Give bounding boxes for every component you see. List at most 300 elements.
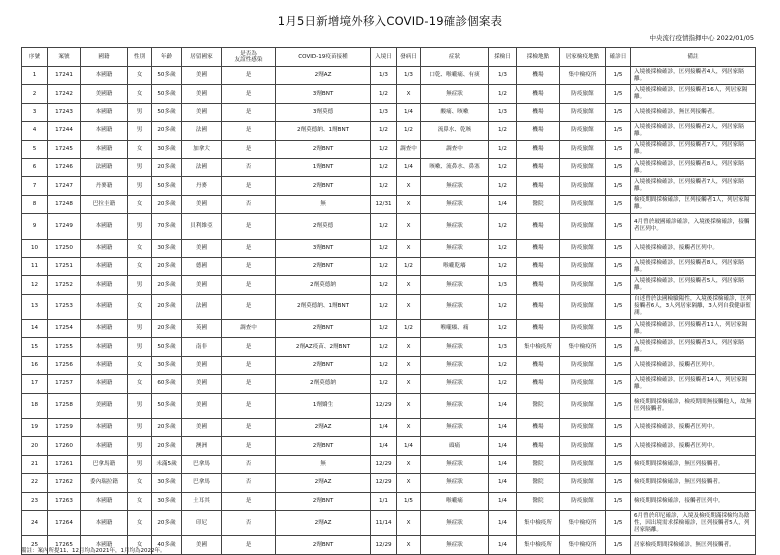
header-row [22, 48, 756, 67]
table-cell: 本國籍 [81, 239, 128, 257]
column-header: 序號 [22, 48, 48, 67]
table-cell: 12/29 [371, 474, 397, 492]
table-cell: 1/2 [371, 338, 397, 356]
table-row [22, 474, 756, 492]
table-cell: 男 [128, 122, 152, 140]
table-cell: 女 [128, 140, 152, 158]
table-row [22, 214, 756, 239]
table-cell: 丹麥籍 [81, 177, 128, 195]
table-row [22, 393, 756, 418]
table-cell: 30多歲 [152, 239, 182, 257]
table-cell: 否 [222, 474, 276, 492]
table-cell: 1/5 [606, 356, 631, 374]
table-cell: 19 [22, 419, 48, 437]
table-cell: 12/29 [371, 393, 397, 418]
table-cell: 1/2 [371, 158, 397, 176]
table-cell: 機場 [517, 294, 560, 319]
table-cell: 10 [22, 239, 48, 257]
table-row [22, 103, 756, 121]
table-cell: 17248 [48, 195, 81, 213]
table-cell: 調查中 [397, 140, 421, 158]
table-cell: 30多歲 [152, 356, 182, 374]
table-row [22, 239, 756, 257]
table-cell: 機場 [517, 122, 560, 140]
table-cell: 入境後採檢確診，匡列接觸者16人，列居家隔離。 [631, 85, 756, 103]
table-row [22, 375, 756, 393]
table-cell: 本國籍 [81, 122, 128, 140]
table-cell: 男 [128, 338, 152, 356]
table-cell: 1/3 [489, 276, 517, 294]
table-cell: 1/3 [489, 338, 517, 356]
table-cell: 機場 [517, 85, 560, 103]
table-cell: 入境後採檢確診，無匡列接觸者。 [631, 103, 756, 121]
table-cell: 醫院 [517, 455, 560, 473]
table-cell: 美國 [182, 393, 222, 418]
table-cell: 本國籍 [81, 536, 128, 554]
table-cell: 本國籍 [81, 294, 128, 319]
table-cell: 本國籍 [81, 356, 128, 374]
table-cell: 丹麥 [182, 177, 222, 195]
table-cell: 本國籍 [81, 320, 128, 338]
table-cell: 11/14 [371, 510, 397, 535]
table-cell: 居家檢疫期間採檢確診，無匡列接觸者。 [631, 536, 756, 554]
table-cell: 防疫旅館 [560, 140, 606, 158]
table-cell: 無症狀 [421, 177, 489, 195]
table-cell: 1/5 [606, 536, 631, 554]
table-cell: 防疫旅館 [560, 257, 606, 275]
table-cell: 1/5 [606, 158, 631, 176]
table-cell: 入境後採檢確診，匡列接觸者11人，列居家隔離。 [631, 320, 756, 338]
table-cell: 1/1 [371, 492, 397, 510]
table-cell: 2劑莫德 [276, 214, 371, 239]
table-cell: 1/2 [489, 85, 517, 103]
table-cell: 1/2 [371, 122, 397, 140]
table-cell: 是 [222, 492, 276, 510]
table-cell: 1/5 [606, 103, 631, 121]
table-cell: 14 [22, 320, 48, 338]
table-cell: 美國 [182, 419, 222, 437]
table-cell: X [397, 338, 421, 356]
table-cell: 英國 [182, 320, 222, 338]
table-cell: 17256 [48, 356, 81, 374]
table-row [22, 276, 756, 294]
table-cell: 1/4 [397, 437, 421, 455]
table-cell: 是 [222, 85, 276, 103]
table-cell: 美國 [182, 67, 222, 85]
table-cell: 3 [22, 103, 48, 121]
table-cell: 12/29 [371, 455, 397, 473]
table-cell: 無症狀 [421, 338, 489, 356]
table-cell: X [397, 177, 421, 195]
table-cell: 防疫旅館 [560, 214, 606, 239]
table-cell: 否 [222, 195, 276, 213]
table-cell: 1/3 [489, 103, 517, 121]
table-cell: 1/4 [489, 536, 517, 554]
table-cell: 2 [22, 85, 48, 103]
table-cell: 是 [222, 536, 276, 554]
table-cell: 醫院 [517, 393, 560, 418]
table-cell: 防疫旅館 [560, 294, 606, 319]
table-cell: 1/5 [606, 195, 631, 213]
table-cell: 入境後採檢確診，匡列接觸者8人，列居家隔離。 [631, 158, 756, 176]
table-cell: 1/5 [606, 122, 631, 140]
table-cell: 2劑莫德納 [276, 375, 371, 393]
table-cell: X [397, 276, 421, 294]
table-cell: 本國籍 [81, 375, 128, 393]
table-cell: 1劑BNT [276, 158, 371, 176]
table-cell: 1/4 [489, 419, 517, 437]
table-cell: 1劑嬌生 [276, 393, 371, 418]
table-cell: 1/5 [606, 276, 631, 294]
table-cell: 50多歲 [152, 85, 182, 103]
table-cell: 本國籍 [81, 257, 128, 275]
table-cell: 17244 [48, 122, 81, 140]
table-cell: 本國籍 [81, 338, 128, 356]
table-cell: 入境後採檢確診，匡列接觸者14人，列居家隔離。 [631, 375, 756, 393]
table-cell: 17242 [48, 85, 81, 103]
table-cell: 無症狀 [421, 510, 489, 535]
table-cell: 加拿大 [182, 140, 222, 158]
table-cell: 法國 [182, 294, 222, 319]
table-cell: 機場 [517, 320, 560, 338]
table-cell: 1/2 [371, 257, 397, 275]
table-cell: 1/3 [371, 67, 397, 85]
table-row [22, 158, 756, 176]
table-cell: 2劑AZ [276, 67, 371, 85]
table-cell: 1/5 [606, 393, 631, 418]
table-cell: 女 [128, 67, 152, 85]
table-cell: 美國 [182, 375, 222, 393]
table-cell: 是 [222, 257, 276, 275]
table-cell: 13 [22, 294, 48, 319]
table-cell: 入境後採檢確診，接觸者匡列中。 [631, 437, 756, 455]
table-cell: 無症狀 [421, 214, 489, 239]
table-cell: 1/5 [606, 455, 631, 473]
table-cell: 1/2 [397, 257, 421, 275]
table-cell: 檢疫期間採檢確診，接觸者匡列中。 [631, 492, 756, 510]
table-cell: 男 [128, 419, 152, 437]
table-cell: 是 [222, 338, 276, 356]
table-cell: 3劑BNT [276, 239, 371, 257]
table-cell: 2劑BNT [276, 140, 371, 158]
table-cell: 入境後採檢確診，接觸者匡列中。 [631, 239, 756, 257]
table-cell: 醫院 [517, 492, 560, 510]
table-cell: 2劑BNT [276, 257, 371, 275]
table-cell: 防疫旅館 [560, 122, 606, 140]
table-cell: 是 [222, 419, 276, 437]
table-row [22, 419, 756, 437]
table-cell: 1/5 [397, 492, 421, 510]
table-cell: 23 [22, 492, 48, 510]
table-cell: 防疫旅館 [560, 393, 606, 418]
table-cell: 否 [222, 455, 276, 473]
table-cell: 20多歲 [152, 419, 182, 437]
table-cell: 30多歲 [152, 140, 182, 158]
table-cell: 入境後採檢確診，匡列接觸者5人，列居家隔離。 [631, 276, 756, 294]
table-cell: 17263 [48, 492, 81, 510]
table-cell: 檢疫期間採檢確診，檢疫期間無接觸他人，故無匡列接觸者。 [631, 393, 756, 418]
table-cell: 機場 [517, 437, 560, 455]
table-cell: 無症狀 [421, 393, 489, 418]
column-header: 國籍 [81, 48, 128, 67]
table-cell: 17251 [48, 257, 81, 275]
table-cell: 防疫旅館 [560, 195, 606, 213]
table-cell: 1/4 [489, 195, 517, 213]
table-cell: 17253 [48, 294, 81, 319]
table-cell: 防疫旅館 [560, 103, 606, 121]
table-cell: 機場 [517, 419, 560, 437]
table-cell: 21 [22, 455, 48, 473]
table-cell: 入境後採檢確診，匡列接觸者4人，列居家隔離。 [631, 67, 756, 85]
table-cell: 入境後採檢確診，匡列接觸者3人，列居家隔離。 [631, 338, 756, 356]
table-cell: 1/2 [489, 214, 517, 239]
table-cell: 1/2 [489, 158, 517, 176]
table-cell: 機場 [517, 257, 560, 275]
table-cell: 醫院 [517, 195, 560, 213]
table-cell: 17265 [48, 536, 81, 554]
table-cell: 女 [128, 492, 152, 510]
table-cell: 17 [22, 375, 48, 393]
table-cell: 2劑莫德納、1劑BNT [276, 122, 371, 140]
table-cell: 醫院 [517, 474, 560, 492]
table-cell: 12 [22, 276, 48, 294]
table-cell: 防疫旅館 [560, 474, 606, 492]
table-cell: 20多歲 [152, 195, 182, 213]
table-cell: 機場 [517, 375, 560, 393]
table-cell: 無症狀 [421, 195, 489, 213]
table-cell: 男 [128, 320, 152, 338]
table-cell: 2劑BNT [276, 177, 371, 195]
table-cell: 1/2 [371, 276, 397, 294]
table-cell: 20多歲 [152, 294, 182, 319]
column-header: COVID-19疫苗接種 [276, 48, 371, 67]
table-cell: X [397, 356, 421, 374]
table-cell: 1/5 [606, 239, 631, 257]
table-cell: 1/4 [489, 492, 517, 510]
table-cell: 美國 [182, 85, 222, 103]
table-cell: 是 [222, 122, 276, 140]
table-cell: 否 [222, 510, 276, 535]
table-cell: 檢疫期間採檢確診，無匡列接觸者。 [631, 455, 756, 473]
table-cell: 美國籍 [81, 393, 128, 418]
table-cell: 1/4 [489, 510, 517, 535]
table-cell: 女 [128, 375, 152, 393]
table-cell: 1/5 [606, 419, 631, 437]
table-cell: X [397, 375, 421, 393]
table-cell: X [397, 85, 421, 103]
table-cell: 自述曾於法國檢驗陽性，入境後採檢確診，匡列接觸者6人，3人列居家隔離，3人列自我健康監測。 [631, 294, 756, 319]
column-header: 發病日 [397, 48, 421, 67]
table-cell: 17249 [48, 214, 81, 239]
table-cell: 1/5 [606, 257, 631, 275]
table-cell: 20多歲 [152, 437, 182, 455]
table-cell: 男 [128, 177, 152, 195]
column-header: 居留國家 [182, 48, 222, 67]
table-cell: 30多歲 [152, 492, 182, 510]
table-row [22, 356, 756, 374]
table-cell: 土耳其 [182, 492, 222, 510]
table-cell: 20多歲 [152, 510, 182, 535]
table-cell: 1/2 [489, 375, 517, 393]
table-cell: 集中檢疫所 [517, 338, 560, 356]
table-cell: 50多歲 [152, 177, 182, 195]
table-cell: 酸痛、咳嗽 [421, 103, 489, 121]
table-cell: 入境後採檢確診，匡列接觸者2人，列居家隔離。 [631, 122, 756, 140]
table-cell: 入境後採檢確診，接觸者匡列中。 [631, 419, 756, 437]
table-cell: 男 [128, 393, 152, 418]
table-cell: 檢疫期間採檢確診，匡列接觸者1人，列居家隔離。 [631, 195, 756, 213]
table-cell: 1/2 [371, 140, 397, 158]
table-cell: X [397, 536, 421, 554]
table-cell: 無症狀 [421, 85, 489, 103]
table-cell: 貝利維亞 [182, 214, 222, 239]
table-cell: 南非 [182, 338, 222, 356]
table-cell: 17264 [48, 510, 81, 535]
table-cell: 集中檢疫所 [560, 510, 606, 535]
table-cell: 機場 [517, 239, 560, 257]
table-cell: 是 [222, 177, 276, 195]
table-cell: X [397, 294, 421, 319]
table-cell: 委內瑞拉籍 [81, 474, 128, 492]
table-cell: 女 [128, 510, 152, 535]
table-body [22, 67, 756, 555]
table-cell: 1/2 [371, 320, 397, 338]
table-cell: 2劑AZ [276, 474, 371, 492]
table-cell: 8 [22, 195, 48, 213]
table-cell: 本國籍 [81, 214, 128, 239]
table-cell: 20 [22, 437, 48, 455]
table-cell: 2劑BNT [276, 320, 371, 338]
table-cell: 防疫旅館 [560, 177, 606, 195]
table-cell: 否 [222, 158, 276, 176]
table-cell: 50多歲 [152, 393, 182, 418]
table-cell: 1/4 [489, 474, 517, 492]
table-cell: X [397, 419, 421, 437]
table-cell: 1/5 [606, 375, 631, 393]
table-cell: 17252 [48, 276, 81, 294]
table-cell: 入境後採檢確診，匡列接觸者7人，列居家隔離。 [631, 177, 756, 195]
table-cell: X [397, 510, 421, 535]
table-cell: 機場 [517, 214, 560, 239]
table-cell: 機場 [517, 276, 560, 294]
table-cell: 是 [222, 239, 276, 257]
table-cell: 本國籍 [81, 419, 128, 437]
table-cell: X [397, 214, 421, 239]
table-cell: 17260 [48, 437, 81, 455]
table-cell: 美國 [182, 239, 222, 257]
table-row [22, 510, 756, 535]
table-row [22, 338, 756, 356]
table-row [22, 320, 756, 338]
table-cell: 17247 [48, 177, 81, 195]
table-cell: 巴拿馬籍 [81, 455, 128, 473]
table-cell: 22 [22, 474, 48, 492]
table-cell: 美國 [182, 195, 222, 213]
table-cell: 30多歲 [152, 474, 182, 492]
table-cell: 女 [128, 195, 152, 213]
table-cell: 是 [222, 393, 276, 418]
table-cell: X [397, 195, 421, 213]
table-cell: 男 [128, 437, 152, 455]
table-cell: 1/2 [489, 294, 517, 319]
table-cell: 機場 [517, 158, 560, 176]
table-cell: 1/4 [489, 393, 517, 418]
table-cell: 1/5 [606, 474, 631, 492]
column-header: 備註 [631, 48, 756, 67]
table-cell: 2劑莫德納 [276, 276, 371, 294]
table-cell: 50多歲 [152, 103, 182, 121]
table-cell: 1/4 [397, 103, 421, 121]
table-cell: 本國籍 [81, 510, 128, 535]
table-row [22, 122, 756, 140]
table-cell: 4月曾於玻國確診確診，入境後採檢確診，接觸者匡列中。 [631, 214, 756, 239]
table-cell: 1/4 [489, 455, 517, 473]
table-cell: 1/2 [371, 375, 397, 393]
table-cell: 女 [128, 239, 152, 257]
table-cell: X [397, 455, 421, 473]
table-cell: 美國 [182, 356, 222, 374]
table-cell: 1/2 [489, 122, 517, 140]
table-cell: 1/2 [489, 140, 517, 158]
column-header: 採檢地點 [517, 48, 560, 67]
table-cell: 無症狀 [421, 474, 489, 492]
table-cell: 2劑AZ [276, 510, 371, 535]
table-cell: 15 [22, 338, 48, 356]
table-cell: 本國籍 [81, 492, 128, 510]
table-cell: 20多歲 [152, 320, 182, 338]
column-header: 是否為 友誼性感染 [222, 48, 276, 67]
table-cell: 巴拿馬 [182, 474, 222, 492]
table-cell: 17250 [48, 239, 81, 257]
table-cell: 頭痛 [421, 437, 489, 455]
table-cell: 本國籍 [81, 437, 128, 455]
table-cell: 女 [128, 356, 152, 374]
table-cell: 1/5 [606, 320, 631, 338]
table-cell: 集中檢疫所 [560, 67, 606, 85]
table-cell: 機場 [517, 103, 560, 121]
column-header: 性別 [128, 48, 152, 67]
table-cell: 無症狀 [421, 375, 489, 393]
table-cell: 1 [22, 67, 48, 85]
table-cell: 9 [22, 214, 48, 239]
table-cell: 70多歲 [152, 214, 182, 239]
table-cell: 1/5 [606, 177, 631, 195]
table-row [22, 492, 756, 510]
table-row [22, 294, 756, 319]
table-cell: 1/3 [371, 103, 397, 121]
table-cell: 無 [276, 195, 371, 213]
table-cell: 機場 [517, 67, 560, 85]
table-cell: 集中檢疫所 [517, 536, 560, 554]
table-cell: 是 [222, 67, 276, 85]
table-cell: 1/2 [371, 239, 397, 257]
table-cell: 機場 [517, 140, 560, 158]
table-cell: 流鼻水、乾咳 [421, 122, 489, 140]
table-cell: 20多歲 [152, 122, 182, 140]
footer-note: 備註：案內所提11、12月均為2021年，1月均為2022年。 [21, 548, 166, 554]
table-cell: 口乾、喉嚨痛、有痰 [421, 67, 489, 85]
table-cell: 無症狀 [421, 276, 489, 294]
table-cell: 1/2 [489, 356, 517, 374]
table-cell: 7 [22, 177, 48, 195]
table-cell: 1/2 [371, 294, 397, 319]
case-table [21, 47, 756, 555]
table-row [22, 437, 756, 455]
table-cell: 16 [22, 356, 48, 374]
table-cell: 女 [128, 85, 152, 103]
table-cell: 1/5 [606, 67, 631, 85]
table-row [22, 67, 756, 85]
